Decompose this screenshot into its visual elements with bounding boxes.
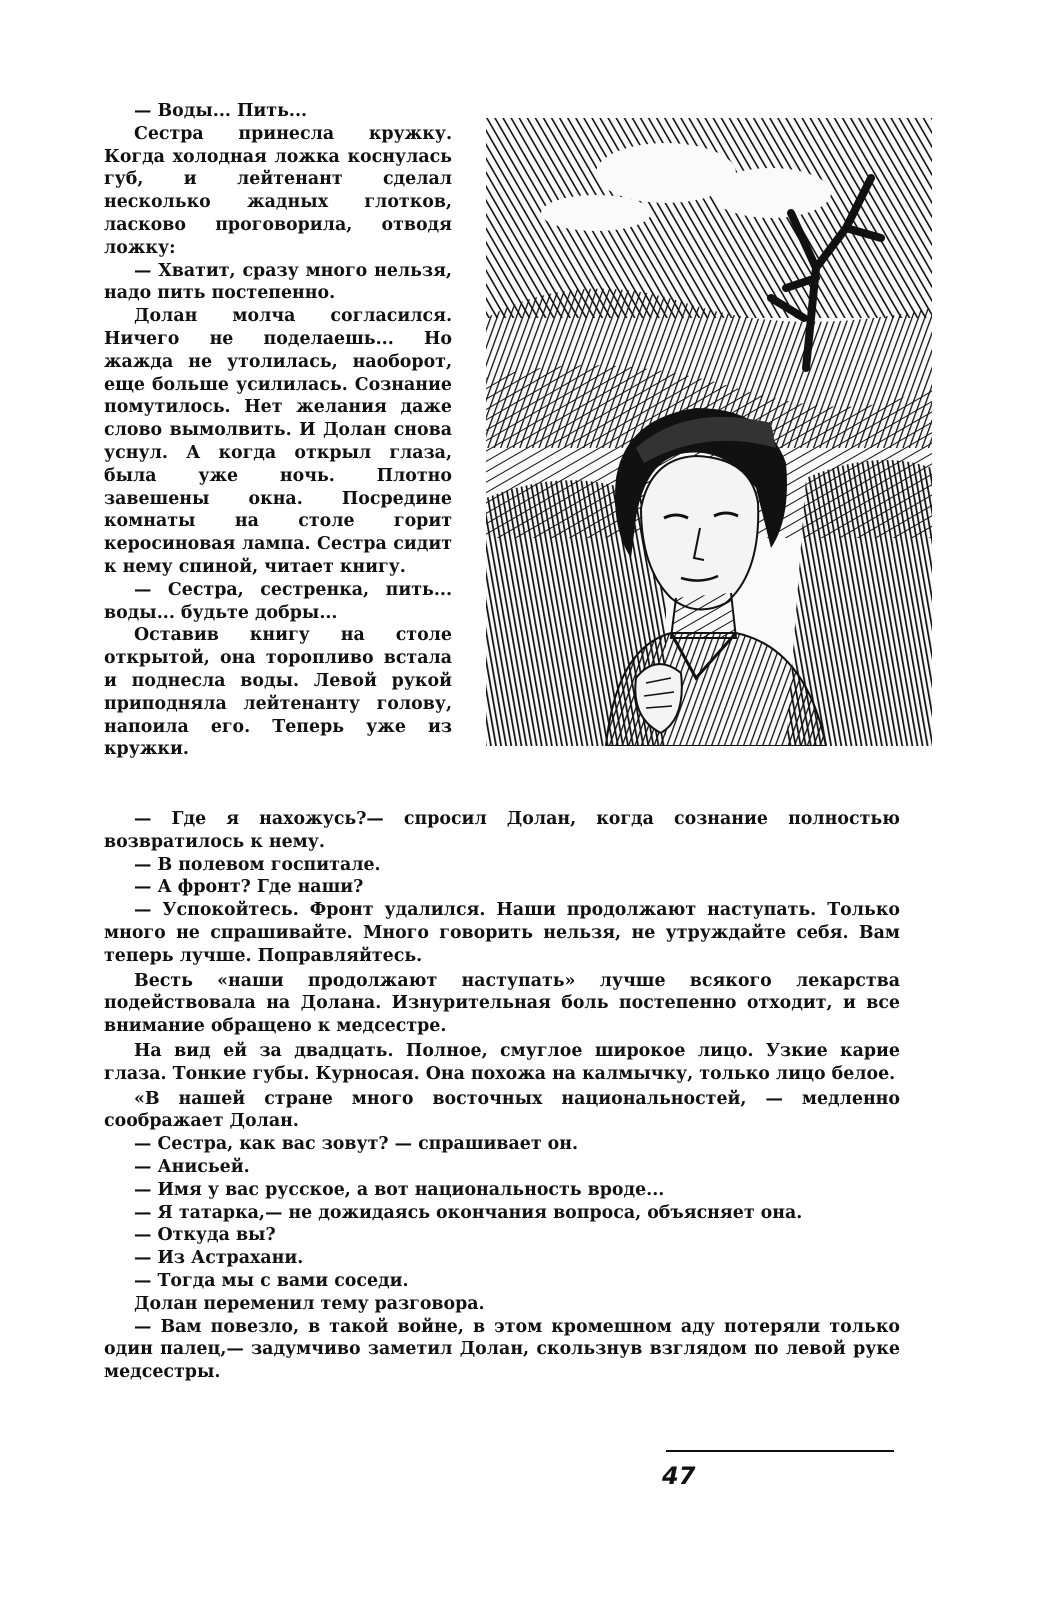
full-width-text — [104, 808, 900, 1384]
paragraph: — Успокойтесь. Фронт удалился. Наши продолжают наступать. Только много не спрашивайте. Много говорить нельзя, не утруждайте себя. Вам теперь лучше. Поправляйтесь. — [104, 900, 900, 966]
paragraph: — Хватит, сразу много нельзя, надо пить постепенно. — [104, 260, 452, 304]
illustration-nurse-portrait — [486, 118, 932, 746]
paragraph: — Я татарка,— не дожидаясь окончания вопроса, объясняет она. — [134, 1202, 803, 1223]
paragraph: — Сестра, сестренка, пить... воды... будьте добры... — [104, 579, 452, 623]
paragraph: — Тогда мы с вами соседи. — [134, 1270, 409, 1291]
paragraph: — Где я нахожусь?— спросил Долан, когда сознание полностью возвратилось к нему. — [104, 809, 900, 852]
page-number: 47 — [662, 1462, 696, 1490]
paragraph: — Из Астрахани. — [134, 1248, 304, 1269]
paragraph: На вид ей за двадцать. Полное, смуглое широкое лицо. Узкие карие глаза. Тонкие губы. Курносая. Она похожа на калмычку, только лицо белое. — [104, 1040, 900, 1084]
paragraph: — В полевом госпитале. — [134, 854, 381, 875]
paragraph: Долан переменил тему разговора. — [134, 1293, 485, 1314]
paragraph: — Вам повезло, в такой войне, в этом кромешном аду потеряли только один палец,— задумчиво заметил Долан, скользнув взглядом по левой руке медсестры. — [104, 1316, 900, 1383]
paragraph: Оставив книгу на столе открытой, она торопливо встала и поднесла воды. Левой рукой приподняла лейтенанту голову, напоила его. Теперь уже из кружки. — [104, 625, 452, 760]
woodcut-engraving — [486, 118, 932, 746]
footer-rule — [666, 1450, 894, 1452]
paragraph: Сестра принесла кружку. Когда холодная ложка коснулась губ, и лейтенант сделал несколько жадных глотков, ласково проговорила, отводя ложку: — [104, 123, 452, 258]
paragraph: — Откуда вы? — [134, 1225, 276, 1246]
paragraph: — Воды... Пить... — [134, 101, 308, 121]
left-text-column — [104, 100, 452, 761]
paragraph: Весть «наши продолжают наступать» лучше всякого лекарства подействовала на Долана. Изнурительная боль постепенно отходит, и все внимание обращено к медсестре. — [104, 970, 900, 1037]
paragraph: — Анисьей. — [134, 1156, 250, 1177]
paragraph: «В нашей стране много восточных национальностей, — медленно соображает Долан. — [104, 1088, 900, 1132]
paragraph: Долан молча согласился. Ничего не поделаешь... Но жажда не утолилась, наоборот, еще больше усилилась. Сознание помутилось. Нет желания даже слово вымолвить. И Долан снова уснул. А когда открыл глаза, была уже ночь. Плотно завешены окна. Посредине комнаты на столе горит керосиновая лампа. Сестра сидит к нему спиной, читает книгу. — [104, 306, 452, 577]
paragraph: — Сестра, как вас зовут? — спрашивает он. — [134, 1134, 579, 1155]
paragraph: — Имя у вас русское, а вот национальность вроде... — [134, 1179, 665, 1200]
paragraph: — А фронт? Где наши? — [134, 877, 364, 898]
